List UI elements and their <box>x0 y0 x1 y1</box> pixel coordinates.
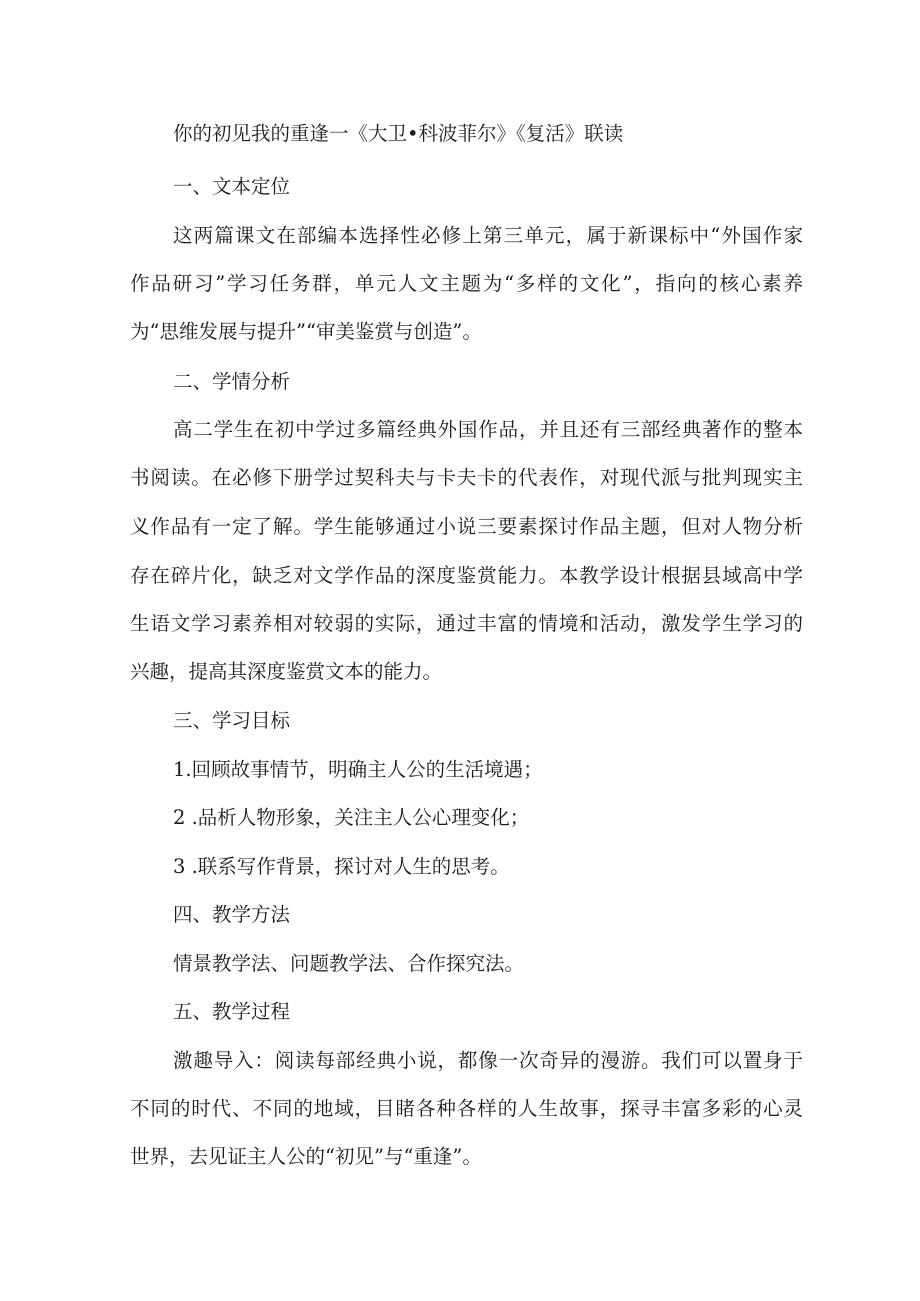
paragraph-line: 存在碎片化，缺乏对文学作品的深度鉴赏能力。本教学设计根据县域高中学 <box>130 564 803 587</box>
paragraph-line: 不同的时代、不同的地域，目睹各种各样的人生故事，探寻丰富多彩的心灵 <box>130 1097 803 1120</box>
section-heading: 二、学情分析 <box>173 370 291 393</box>
paragraph-line: 情景教学法、问题教学法、合作探究法。 <box>173 952 525 975</box>
paragraph-line: 作品研习”学习任务群，单元人文主题为“多样的文化”，指向的核心素养 <box>130 272 803 295</box>
section-heading: 三、学习目标 <box>173 709 291 732</box>
paragraph-line: 书阅读。在必修下册学过契科夫与卡夫卡的代表作，对现代派与批判现实主 <box>130 466 803 489</box>
paragraph-line: 义作品有一定了解。学生能够通过小说三要素探讨作品主题，但对人物分析 <box>130 515 803 538</box>
section-heading: 一、文本定位 <box>173 175 291 198</box>
objective-item: 2 .品析人物形象，关注主人公心理变化； <box>173 806 530 829</box>
section-heading: 五、教学过程 <box>173 1000 291 1023</box>
paragraph-line: 这两篇课文在部编本选择性必修上第三单元，属于新课标中“外国作家 <box>173 224 803 247</box>
objective-item: 1.回顾故事情节，明确主人公的生活境遇； <box>173 758 543 781</box>
paragraph-line: 激趣导入：阅读每部经典小说，都像一次奇异的漫游。我们可以置身于 <box>173 1049 803 1072</box>
paragraph-line: 为“思维发展与提升”“审美鉴赏与创造”。 <box>130 320 482 343</box>
section-heading: 四、教学方法 <box>173 903 291 926</box>
paragraph-line: 世界，去见证主人公的“初见”与“重逢”。 <box>130 1145 482 1168</box>
objective-item: 3 .联系写作背景，探讨对人生的思考。 <box>173 855 510 878</box>
paragraph-line: 兴趣，提高其深度鉴赏文本的能力。 <box>130 660 443 683</box>
paragraph-line: 生语文学习素养相对较弱的实际，通过丰富的情境和活动，激发学生学习的 <box>130 612 803 635</box>
paragraph-line: 高二学生在初中学过多篇经典外国作品，并且还有三部经典著作的整本 <box>173 418 803 441</box>
document-title: 你的初见我的重逢一《大卫•科波菲尔》《复活》联读 <box>173 122 624 145</box>
